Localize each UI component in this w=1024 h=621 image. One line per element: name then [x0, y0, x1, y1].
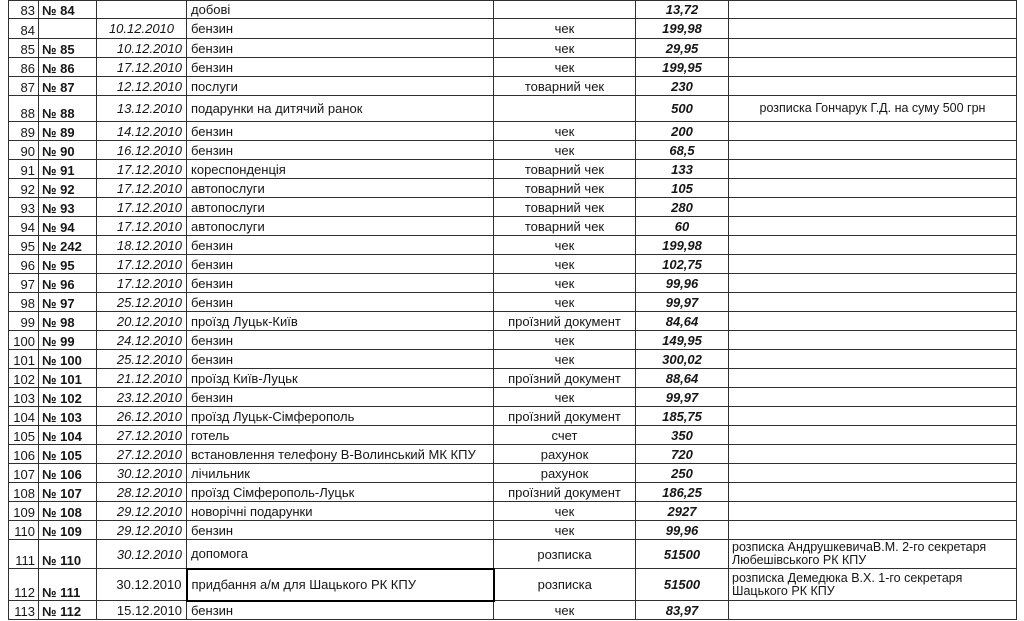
cell-document-number[interactable]: № 101	[39, 369, 97, 388]
cell-document-number[interactable]: № 104	[39, 426, 97, 445]
table-row	[9, 312, 1017, 331]
table-body	[9, 1, 1017, 620]
cell-row-number[interactable]: 86	[9, 58, 39, 77]
cell-note[interactable]	[729, 160, 1017, 179]
cell-amount[interactable]: 84,64	[636, 312, 729, 331]
cell-description[interactable]: автопослуги	[187, 198, 494, 217]
cell-document-type[interactable]: проїзний документ	[494, 312, 636, 331]
cell-description[interactable]: готель	[187, 426, 494, 445]
cell-document-type[interactable]: чек	[494, 141, 636, 160]
table-row	[9, 407, 1017, 426]
table-row	[9, 77, 1017, 96]
cell-row-number[interactable]: 95	[9, 236, 39, 255]
cell-note[interactable]	[729, 274, 1017, 293]
cell-amount[interactable]: 99,97	[636, 293, 729, 312]
cell-document-number[interactable]: № 112	[39, 601, 97, 620]
cell-document-type[interactable]: товарний чек	[494, 179, 636, 198]
cell-description[interactable]: новорічні подарунки	[187, 502, 494, 521]
cell-amount[interactable]: 102,75	[636, 255, 729, 274]
cell-amount[interactable]: 250	[636, 464, 729, 483]
cell-description[interactable]: бензин	[187, 521, 494, 540]
cell-note[interactable]	[729, 236, 1017, 255]
cell-date[interactable]: 17.12.2010	[97, 255, 187, 274]
cell-row-number[interactable]: 105	[9, 426, 39, 445]
cell-row-number[interactable]: 88	[9, 96, 39, 122]
cell-amount[interactable]: 199,95	[636, 58, 729, 77]
cell-date[interactable]: 29.12.2010	[97, 502, 187, 521]
cell-note[interactable]	[729, 483, 1017, 502]
cell-description[interactable]: бензин	[187, 19, 494, 39]
cell-document-number[interactable]: № 111	[39, 569, 97, 601]
cell-row-number[interactable]: 100	[9, 331, 39, 350]
cell-document-number[interactable]: № 107	[39, 483, 97, 502]
cell-row-number[interactable]: 84	[9, 19, 39, 39]
cell-amount[interactable]: 149,95	[636, 331, 729, 350]
cell-note[interactable]	[729, 369, 1017, 388]
cell-date[interactable]	[97, 1, 187, 19]
cell-description[interactable]: добові	[187, 1, 494, 19]
cell-amount[interactable]: 199,98	[636, 236, 729, 255]
table-row	[9, 569, 1017, 601]
cell-date[interactable]: 14.12.2010	[97, 122, 187, 141]
table-row	[9, 388, 1017, 407]
table-row	[9, 39, 1017, 58]
table-row	[9, 96, 1017, 122]
cell-row-number[interactable]: 83	[9, 1, 39, 19]
cell-amount[interactable]: 99,96	[636, 274, 729, 293]
cell-document-number[interactable]: № 90	[39, 141, 97, 160]
cell-document-type[interactable]: чек	[494, 601, 636, 620]
cell-description[interactable]: автопослуги	[187, 217, 494, 236]
table-row	[9, 426, 1017, 445]
cell-row-number[interactable]: 85	[9, 39, 39, 58]
cell-note[interactable]	[729, 39, 1017, 58]
cell-row-number[interactable]: 109	[9, 502, 39, 521]
table-row	[9, 1, 1017, 19]
cell-document-type[interactable]: чек	[494, 19, 636, 39]
table-row	[9, 255, 1017, 274]
table-row	[9, 179, 1017, 198]
cell-document-number[interactable]: № 88	[39, 96, 97, 122]
cell-amount[interactable]: 720	[636, 445, 729, 464]
cell-document-type[interactable]	[494, 1, 636, 19]
cell-document-type[interactable]: товарний чек	[494, 77, 636, 96]
cell-document-number[interactable]: № 108	[39, 502, 97, 521]
table-row	[9, 540, 1017, 569]
cell-description[interactable]: допомога	[187, 540, 494, 569]
cell-note[interactable]	[729, 198, 1017, 217]
cell-date[interactable]: 18.12.2010	[97, 236, 187, 255]
cell-note[interactable]	[729, 601, 1017, 620]
cell-note[interactable]	[729, 217, 1017, 236]
cell-date[interactable]: 25.12.2010	[97, 293, 187, 312]
cell-document-type[interactable]: чек	[494, 58, 636, 77]
table-row	[9, 293, 1017, 312]
cell-note[interactable]	[729, 58, 1017, 77]
cell-note[interactable]: розписка АндрушкевичаВ.М. 2-го секретаря Любешівського РК КПУ	[729, 540, 1017, 569]
cell-date[interactable]: 30.12.2010	[97, 464, 187, 483]
table-row	[9, 198, 1017, 217]
cell-document-type[interactable]: чек	[494, 122, 636, 141]
cell-date[interactable]: 21.12.2010	[97, 369, 187, 388]
cell-row-number[interactable]: 91	[9, 160, 39, 179]
cell-date[interactable]: 17.12.2010	[97, 160, 187, 179]
cell-note[interactable]	[729, 388, 1017, 407]
cell-row-number[interactable]: 103	[9, 388, 39, 407]
cell-note[interactable]	[729, 426, 1017, 445]
cell-document-type[interactable]: чек	[494, 350, 636, 369]
fill-handle[interactable]	[492, 599, 494, 601]
cell-amount[interactable]: 280	[636, 198, 729, 217]
cell-document-number[interactable]: № 103	[39, 407, 97, 426]
cell-row-number[interactable]: 108	[9, 483, 39, 502]
cell-document-type[interactable]: рахунок	[494, 464, 636, 483]
cell-date[interactable]: 28.12.2010	[97, 483, 187, 502]
cell-document-type[interactable]: чек	[494, 39, 636, 58]
cell-document-number[interactable]: № 85	[39, 39, 97, 58]
table-row	[9, 445, 1017, 464]
cell-document-type[interactable]: розписка	[494, 540, 636, 569]
cell-document-type[interactable]	[494, 96, 636, 122]
cell-description[interactable]: лічильник	[187, 464, 494, 483]
cell-document-number[interactable]: № 105	[39, 445, 97, 464]
cell-description[interactable]: проїзд Луцьк-Київ	[187, 312, 494, 331]
cell-date[interactable]: 13.12.2010	[97, 96, 187, 122]
cell-description[interactable]: бензин	[187, 293, 494, 312]
cell-date[interactable]: 17.12.2010	[97, 274, 187, 293]
cell-document-number[interactable]: № 91	[39, 160, 97, 179]
table-row	[9, 521, 1017, 540]
cell-amount[interactable]: 99,96	[636, 521, 729, 540]
cell-amount[interactable]: 88,64	[636, 369, 729, 388]
cell-document-number[interactable]: № 98	[39, 312, 97, 331]
cell-document-type[interactable]: чек	[494, 293, 636, 312]
cell-row-number[interactable]: 96	[9, 255, 39, 274]
cell-row-number[interactable]: 97	[9, 274, 39, 293]
cell-amount[interactable]: 500	[636, 96, 729, 122]
cell-description-selected[interactable]: придбання а/м для Шацького РК КПУ	[187, 569, 494, 601]
cell-date[interactable]: 27.12.2010	[97, 445, 187, 464]
cell-row-number[interactable]: 113	[9, 601, 39, 620]
cell-document-number[interactable]: № 94	[39, 217, 97, 236]
cell-description[interactable]: проїзд Київ-Луцьк	[187, 369, 494, 388]
cell-description[interactable]: бензин	[187, 601, 494, 620]
cell-date[interactable]: 26.12.2010	[97, 407, 187, 426]
cell-row-number[interactable]: 102	[9, 369, 39, 388]
cell-description[interactable]: бензин	[187, 39, 494, 58]
cell-note[interactable]	[729, 122, 1017, 141]
cell-document-type[interactable]: чек	[494, 236, 636, 255]
cell-document-type[interactable]: проїзний документ	[494, 369, 636, 388]
cell-document-number[interactable]: № 96	[39, 274, 97, 293]
cell-date[interactable]: 16.12.2010	[97, 141, 187, 160]
cell-amount[interactable]: 13,72	[636, 1, 729, 19]
cell-row-number[interactable]: 92	[9, 179, 39, 198]
cell-description[interactable]: автопослуги	[187, 179, 494, 198]
cell-document-type[interactable]: товарний чек	[494, 217, 636, 236]
cell-note[interactable]	[729, 407, 1017, 426]
cell-note[interactable]	[729, 312, 1017, 331]
cell-amount[interactable]: 99,97	[636, 388, 729, 407]
cell-row-number[interactable]: 107	[9, 464, 39, 483]
cell-note[interactable]	[729, 77, 1017, 96]
cell-document-number[interactable]: № 97	[39, 293, 97, 312]
cell-amount[interactable]: 105	[636, 179, 729, 198]
cell-date[interactable]: 24.12.2010	[97, 331, 187, 350]
table-row	[9, 483, 1017, 502]
cell-document-number[interactable]: № 109	[39, 521, 97, 540]
cell-row-number[interactable]: 99	[9, 312, 39, 331]
cell-row-number[interactable]: 94	[9, 217, 39, 236]
cell-note[interactable]	[729, 350, 1017, 369]
cell-description[interactable]: бензин	[187, 331, 494, 350]
cell-date[interactable]: 30.12.2010	[97, 540, 187, 569]
cell-note[interactable]	[729, 331, 1017, 350]
cell-document-number[interactable]: № 100	[39, 350, 97, 369]
cell-document-number[interactable]: № 84	[39, 1, 97, 19]
cell-date[interactable]: 15.12.2010	[97, 601, 187, 620]
cell-document-number[interactable]: № 93	[39, 198, 97, 217]
spreadsheet-viewport	[8, 0, 1017, 620]
cell-amount[interactable]: 186,25	[636, 483, 729, 502]
cell-date[interactable]: 17.12.2010	[97, 58, 187, 77]
cell-note[interactable]	[729, 179, 1017, 198]
cell-amount[interactable]: 300,02	[636, 350, 729, 369]
cell-amount[interactable]: 200	[636, 122, 729, 141]
cell-date[interactable]: 17.12.2010	[97, 179, 187, 198]
cell-document-type[interactable]: товарний чек	[494, 160, 636, 179]
cell-description[interactable]: послуги	[187, 77, 494, 96]
cell-date[interactable]: 17.12.2010	[97, 217, 187, 236]
table-row	[9, 464, 1017, 483]
cell-date[interactable]: 25.12.2010	[97, 350, 187, 369]
cell-description[interactable]: бензин	[187, 58, 494, 77]
table-row	[9, 236, 1017, 255]
cell-document-type[interactable]: счет	[494, 426, 636, 445]
cell-date[interactable]: 23.12.2010	[97, 388, 187, 407]
cell-description[interactable]: кореспонденція	[187, 160, 494, 179]
cell-note[interactable]	[729, 464, 1017, 483]
cell-document-type[interactable]: проїзний документ	[494, 483, 636, 502]
cell-note[interactable]: розписка Гончарук Г.Д. на суму 500 грн	[729, 96, 1017, 122]
cell-date[interactable]: 29.12.2010	[97, 521, 187, 540]
cell-document-number[interactable]: № 92	[39, 179, 97, 198]
cell-note[interactable]: розписка Демедюка В.Х. 1-го секретаря Шацького РК КПУ	[729, 569, 1017, 601]
cell-document-type[interactable]: чек	[494, 274, 636, 293]
cell-date[interactable]: 10.12.2010	[97, 19, 187, 39]
cell-description[interactable]: бензин	[187, 236, 494, 255]
cell-amount[interactable]: 199,98	[636, 19, 729, 39]
cell-description[interactable]: бензин	[187, 350, 494, 369]
cell-note[interactable]	[729, 293, 1017, 312]
cell-amount[interactable]: 51500	[636, 569, 729, 601]
cell-description[interactable]: бензин	[187, 141, 494, 160]
cell-row-number[interactable]: 90	[9, 141, 39, 160]
cell-row-number[interactable]: 110	[9, 521, 39, 540]
cell-document-type[interactable]: проїзний документ	[494, 407, 636, 426]
table-row	[9, 274, 1017, 293]
cell-document-number[interactable]: № 89	[39, 122, 97, 141]
table-row	[9, 19, 1017, 39]
cell-amount[interactable]: 230	[636, 77, 729, 96]
cell-date[interactable]: 20.12.2010	[97, 312, 187, 331]
table-row	[9, 331, 1017, 350]
cell-note[interactable]	[729, 1, 1017, 19]
cell-row-number[interactable]: 104	[9, 407, 39, 426]
cell-document-number[interactable]: № 106	[39, 464, 97, 483]
cell-document-number[interactable]: № 99	[39, 331, 97, 350]
cell-description[interactable]: встановлення телефону В-Волинський МК КПУ	[187, 445, 494, 464]
cell-row-number[interactable]: 101	[9, 350, 39, 369]
cell-amount[interactable]: 29,95	[636, 39, 729, 58]
cell-document-type[interactable]: розписка	[494, 569, 636, 601]
cell-note[interactable]	[729, 502, 1017, 521]
table-row	[9, 58, 1017, 77]
cell-document-type[interactable]: чек	[494, 255, 636, 274]
cell-document-number[interactable]: № 110	[39, 540, 97, 569]
cell-document-number[interactable]	[39, 19, 97, 39]
cell-note[interactable]	[729, 521, 1017, 540]
cell-description[interactable]: проїзд Луцьк-Сімферополь	[187, 407, 494, 426]
cell-description[interactable]: бензин	[187, 122, 494, 141]
cell-description[interactable]: бензин	[187, 274, 494, 293]
cell-date[interactable]: 17.12.2010	[97, 198, 187, 217]
cell-document-type[interactable]: товарний чек	[494, 198, 636, 217]
cell-amount[interactable]: 60	[636, 217, 729, 236]
table-row	[9, 160, 1017, 179]
cell-row-number[interactable]: 111	[9, 540, 39, 569]
cell-row-number[interactable]: 106	[9, 445, 39, 464]
cell-amount[interactable]: 51500	[636, 540, 729, 569]
cell-row-number[interactable]: 89	[9, 122, 39, 141]
cell-document-type[interactable]: рахунок	[494, 445, 636, 464]
table-row	[9, 369, 1017, 388]
cell-amount[interactable]: 68,5	[636, 141, 729, 160]
cell-document-number[interactable]: № 86	[39, 58, 97, 77]
cell-document-number[interactable]: № 102	[39, 388, 97, 407]
cell-description[interactable]: бензин	[187, 388, 494, 407]
cell-date[interactable]: 27.12.2010	[97, 426, 187, 445]
table-row	[9, 502, 1017, 521]
cell-amount[interactable]: 2927	[636, 502, 729, 521]
cell-document-type[interactable]: чек	[494, 502, 636, 521]
table-row	[9, 350, 1017, 369]
cell-row-number[interactable]: 112	[9, 569, 39, 601]
cell-document-type[interactable]: чек	[494, 331, 636, 350]
cell-description[interactable]: проїзд Сімферополь-Луцьк	[187, 483, 494, 502]
cell-description[interactable]: подарунки на дитячий ранок	[187, 96, 494, 122]
cell-amount[interactable]: 185,75	[636, 407, 729, 426]
cell-description[interactable]: бензин	[187, 255, 494, 274]
cell-amount[interactable]: 350	[636, 426, 729, 445]
table-row	[9, 217, 1017, 236]
cell-note[interactable]	[729, 445, 1017, 464]
cell-row-number[interactable]: 93	[9, 198, 39, 217]
cell-note[interactable]	[729, 255, 1017, 274]
cell-document-type[interactable]: чек	[494, 521, 636, 540]
cell-row-number[interactable]: 98	[9, 293, 39, 312]
cell-date[interactable]: 30.12.2010	[97, 569, 187, 601]
cell-document-number[interactable]: № 87	[39, 77, 97, 96]
cell-amount[interactable]: 83,97	[636, 601, 729, 620]
cell-date[interactable]: 12.12.2010	[97, 77, 187, 96]
cell-note[interactable]	[729, 141, 1017, 160]
cell-document-number[interactable]: № 242	[39, 236, 97, 255]
cell-document-type[interactable]: чек	[494, 388, 636, 407]
cell-note[interactable]	[729, 19, 1017, 39]
cell-row-number[interactable]: 87	[9, 77, 39, 96]
cell-document-number[interactable]: № 95	[39, 255, 97, 274]
table-row	[9, 141, 1017, 160]
table-row	[9, 601, 1017, 620]
table-row	[9, 122, 1017, 141]
cell-date[interactable]: 10.12.2010	[97, 39, 187, 58]
expenses-table	[8, 0, 1017, 620]
cell-amount[interactable]: 133	[636, 160, 729, 179]
